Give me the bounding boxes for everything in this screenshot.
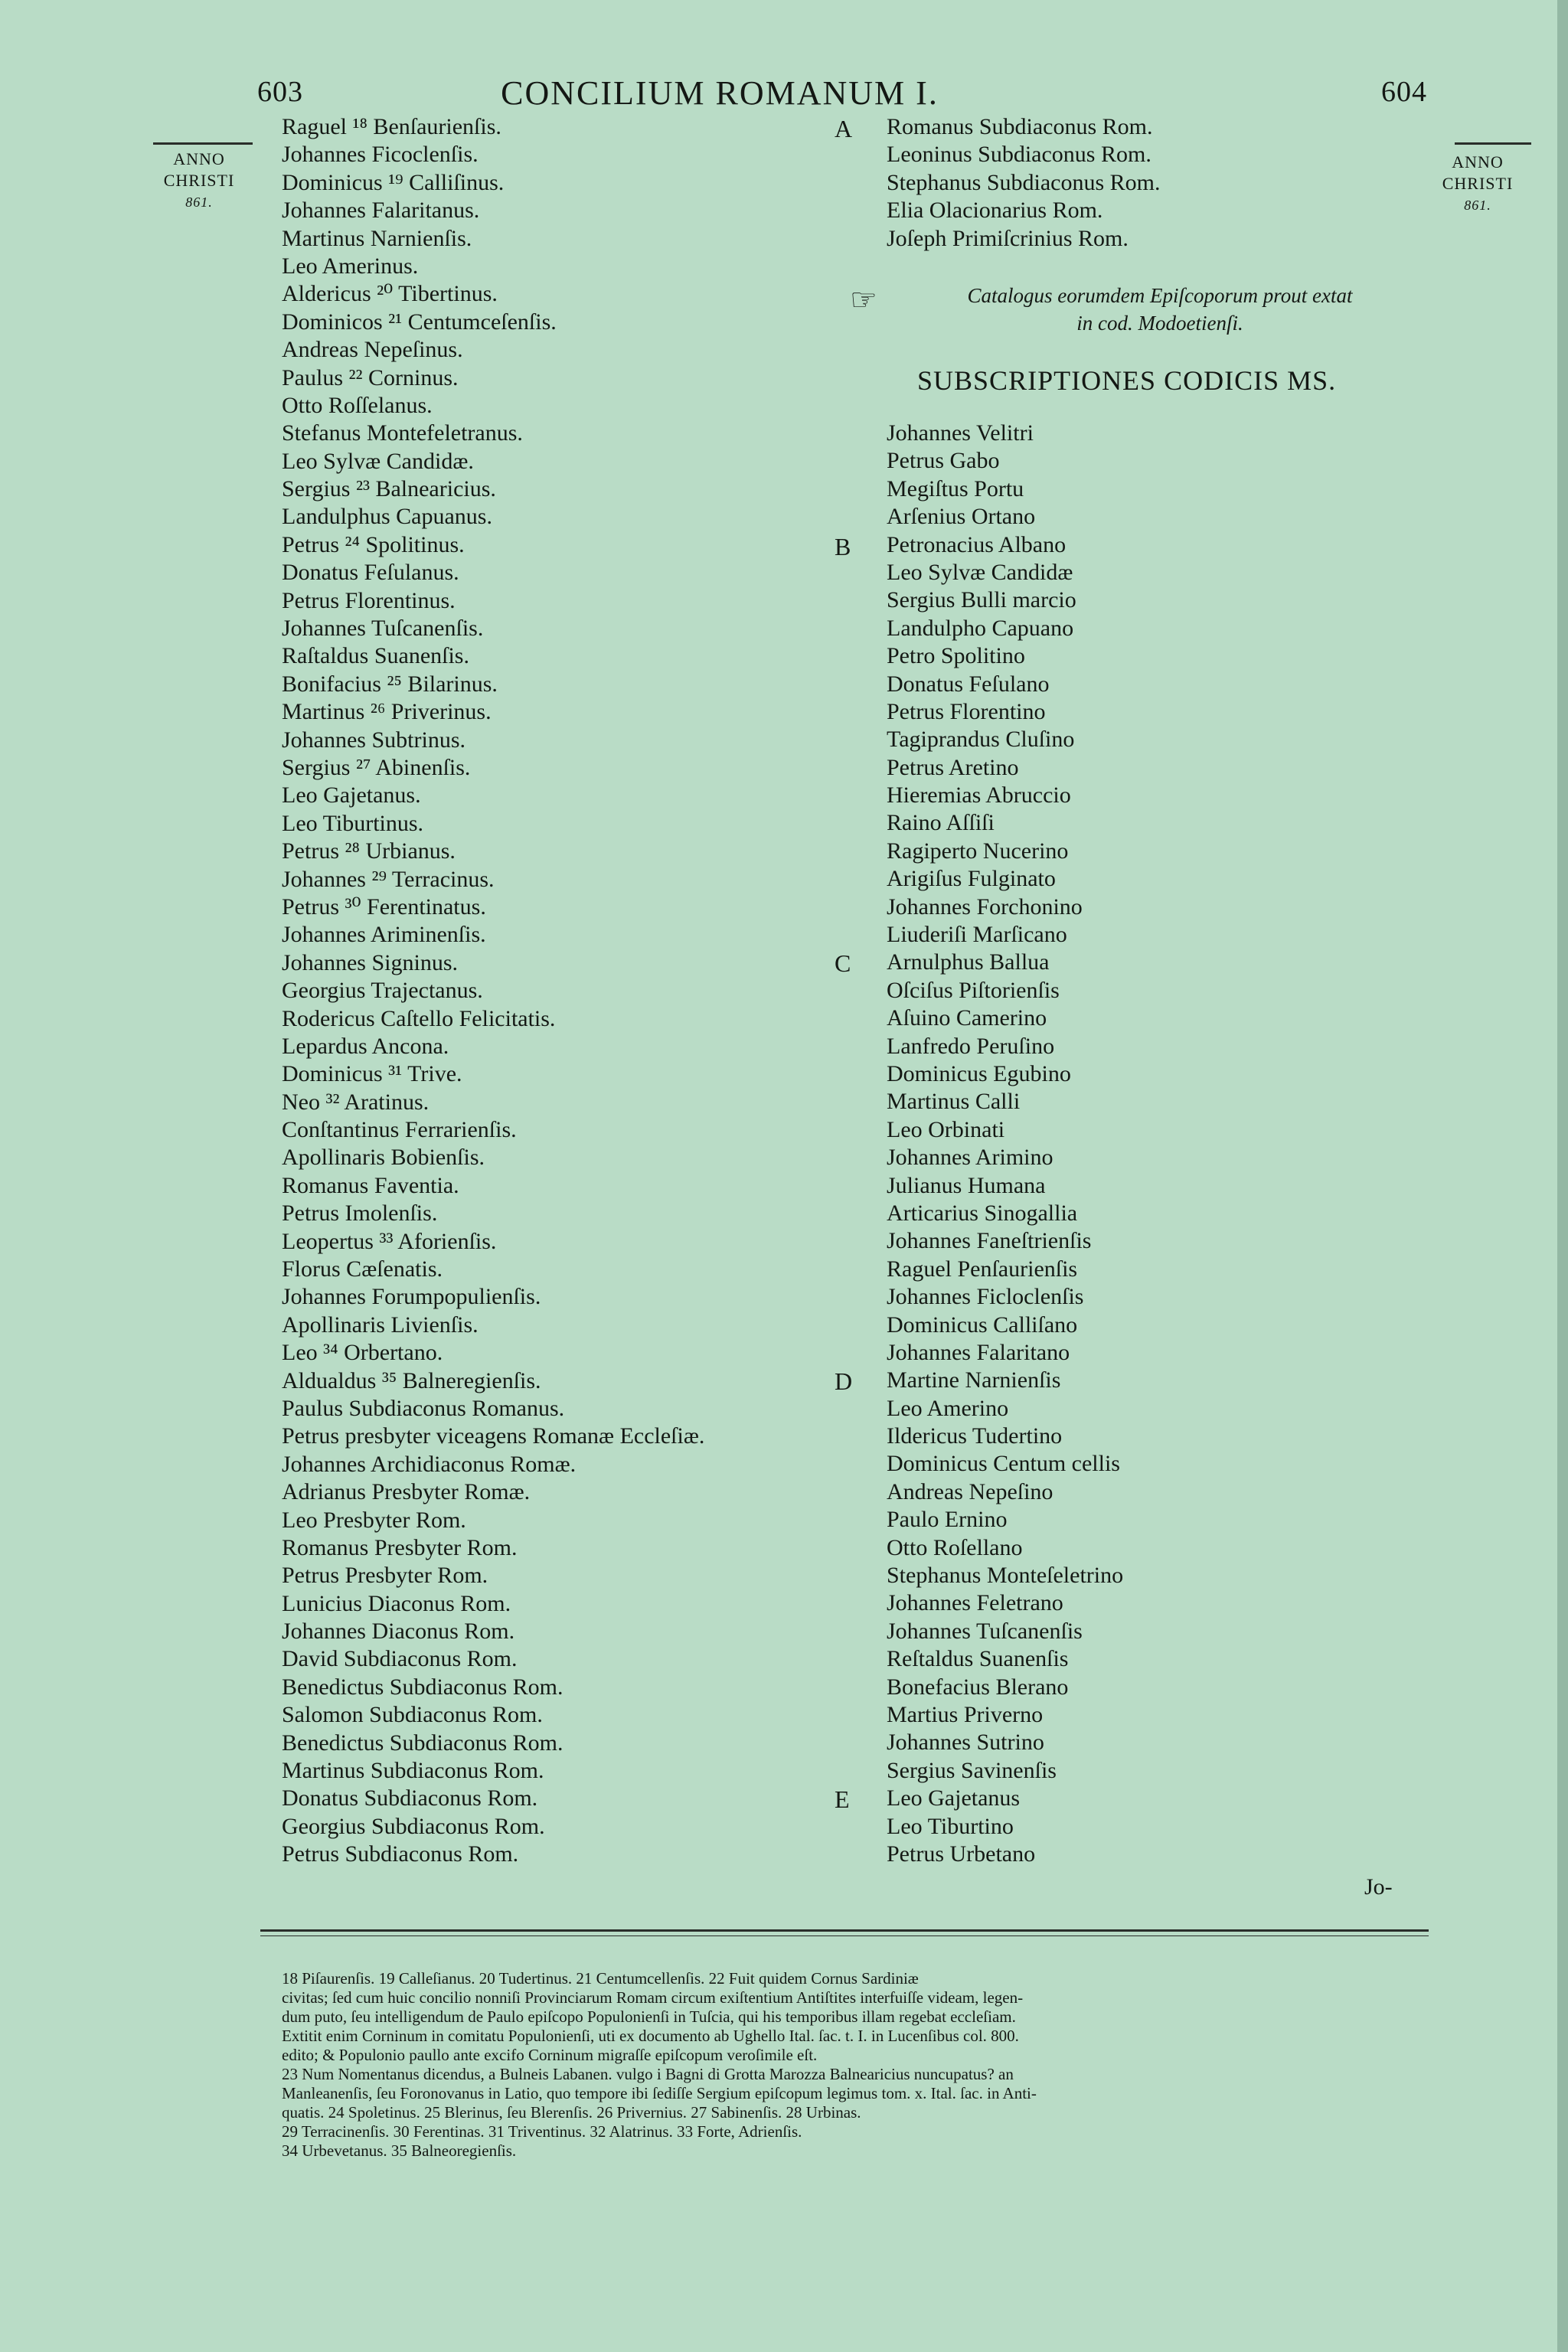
bishop-entry: Dominicos ²¹ Centumceſenſis. <box>282 309 557 335</box>
subscription-entry: Johannes Feletrano <box>887 1590 1063 1616</box>
year-label: 861. <box>185 194 213 210</box>
subscription-entry: Johannes Ficloclenſis <box>887 1284 1084 1310</box>
bishop-entry: Salomon Subdiaconus Rom. <box>282 1702 543 1728</box>
subscription-entry: Petronacius Albano <box>887 531 1067 557</box>
subscription-entry: Dominicus Egubino <box>887 1060 1071 1086</box>
bishop-entry: Petrus presbyter viceagens Romanæ Eccleſiæ. <box>282 1423 705 1449</box>
subscription-entry: Arigiſus Fulginato <box>887 866 1056 892</box>
bishop-entry: Martinus Narnienſis. <box>282 225 472 251</box>
bishop-entry: Benedictus Subdiaconus Rom. <box>282 1730 564 1756</box>
page-title: CONCILIUM ROMANUM I. <box>501 74 939 112</box>
bishop-entry: Apollinaris Bobienſis. <box>282 1145 485 1171</box>
bishop-entry: Johannes Subtrinus. <box>282 727 466 753</box>
bishop-entry: Lepardus Ancona. <box>282 1033 449 1059</box>
anno-label: ANNO <box>1452 152 1504 172</box>
subscription-entry: Raino Aſſiſi <box>887 810 995 836</box>
subscription-entry: Leo Gajetanus <box>887 1785 1021 1811</box>
footnote-rule-top <box>260 1929 1429 1932</box>
bishop-entry: Johannes Falaritanus. <box>282 198 480 224</box>
christi-label: CHRISTI <box>1442 174 1514 193</box>
bishop-entry: Petrus Imolenſis. <box>282 1200 438 1227</box>
bishop-entry: Raguel ¹⁸ Benſaurienſis. <box>282 114 501 139</box>
subscription-entry: Aſuino Camerino <box>887 1005 1047 1031</box>
bishop-entry: Petrus ³⁰ Ferentinatus. <box>282 893 486 920</box>
subscription-entry: Paulo Ernino <box>887 1507 1008 1533</box>
footnotes <box>282 1969 1430 2161</box>
footnote-line: Manleanenſis, ſeu Foronovanus in Latio, quo tempore ibi ſediſſe Sergium epiſcopum legimus tom. x. Ital. ſac. in Anti- <box>282 2084 1037 2102</box>
bishop-entry: Leoninus Subdiaconus Rom. <box>887 142 1152 168</box>
footnote-line: Extitit enim Corninum in comitatu Populonienſi, uti ex documento ab Ughello Ital. ſac. t. I. in Lucenſibus col. 800. <box>282 2027 1019 2045</box>
subscription-entry: Petrus Aretino <box>887 754 1019 780</box>
right-bishop-list <box>887 113 1161 253</box>
subscription-entry: Dominicus Calliſano <box>887 1312 1078 1338</box>
bishop-entry: Neo ³² Aratinus. <box>282 1089 430 1115</box>
bishop-entry: David Subdiaconus Rom. <box>282 1646 518 1672</box>
catalog-note-line1: Catalogus eorumdem Epiſcoporum prout extat <box>967 284 1353 307</box>
bishop-entry: Adrianus Presbyter Romæ. <box>282 1479 531 1505</box>
christi-label: CHRISTI <box>163 171 235 190</box>
bishop-entry: Leo Gajetanus. <box>282 782 421 808</box>
bishop-entry: Paulus ²² Corninus. <box>282 364 459 390</box>
bishop-entry: Petrus Subdiaconus Rom. <box>282 1841 519 1867</box>
bishop-entry: Johannes Diaconus Rom. <box>282 1619 515 1645</box>
bishop-entry: Johannes Archidiaconus Romæ. <box>282 1451 577 1477</box>
catalog-note-line2: in cod. Modoetienſi. <box>1076 312 1243 335</box>
bishop-entry: Sergius ²³ Balnearicius. <box>282 476 496 502</box>
year-label: 861. <box>1464 198 1491 213</box>
footnote-line: quatis. 24 Spoletinus. 25 Blerinus, ſeu Blerenſis. 26 Privernius. 27 Sabinenſis. 28 Urbinas. <box>282 2103 861 2122</box>
right-margin-date <box>1435 152 1521 216</box>
bishop-entry: Sergius ²⁷ Abinenſis. <box>282 754 471 780</box>
subscription-entry: Johannes Faneſtrienſis <box>887 1228 1092 1254</box>
section-letter-a: A <box>835 115 853 142</box>
bishop-entry: Petrus Presbyter Rom. <box>282 1563 488 1589</box>
subscription-entry: Martius Priverno <box>887 1701 1044 1727</box>
section-letter-d: D <box>835 1367 853 1395</box>
subscription-entry: Donatus Feſulano <box>887 671 1050 697</box>
bishop-entry: Dominicus ³¹ Trive. <box>282 1061 462 1087</box>
left-margin-date <box>162 149 236 213</box>
bishop-entry: Raſtaldus Suanenſis. <box>282 643 469 669</box>
bishop-entry: Johannes Tuſcanenſis. <box>282 616 484 642</box>
subscription-entry: Petrus Gabo <box>887 448 1000 474</box>
bishop-entry: Landulphus Capuanus. <box>282 504 492 530</box>
bishop-entry: Johannes ²⁹ Terracinus. <box>282 866 495 892</box>
subscription-entry: Bonefacius Blerano <box>887 1674 1069 1700</box>
bishop-entry: Joſeph Primiſcrinius Rom. <box>887 225 1129 251</box>
subscription-entry: Articarius Sinogallia <box>887 1200 1078 1226</box>
bishop-entry: Martinus Subdiaconus Rom. <box>282 1758 544 1784</box>
bishop-entry: Otto Roſſelanus. <box>282 392 433 418</box>
subscription-entry: Petrus Florentino <box>887 698 1046 724</box>
subscription-entry: Leo Sylvæ Candidæ <box>887 559 1073 585</box>
bishop-entry: Johannes Forumpopulienſis. <box>282 1284 541 1310</box>
bishop-entry: Leo Tiburtinus. <box>282 810 424 836</box>
bishop-entry: Leo Presbyter Rom. <box>282 1507 466 1533</box>
bishop-entry: Andreas Nepeſinus. <box>282 337 463 363</box>
subscriptions-heading: SUBSCRIPTIONES CODICIS MS. <box>917 365 1337 396</box>
bishop-entry: Elia Olacionarius Rom. <box>887 198 1103 224</box>
catchword: Jo- <box>1364 1874 1393 1900</box>
bishop-entry: Bonifacius ²⁵ Bilarinus. <box>282 671 498 697</box>
page-edge <box>1557 0 1568 2352</box>
anno-label: ANNO <box>173 149 225 168</box>
right-margin-rule <box>1455 142 1531 145</box>
bishop-entry: Petrus ²⁸ Urbianus. <box>282 838 456 864</box>
right-page-number: 604 <box>1381 76 1427 108</box>
bishop-entry: Donatus Subdiaconus Rom. <box>282 1785 538 1811</box>
footnote-line: dum puto, ſeu intelligendum de Paulo epiſcopo Populonienſi in Tuſcia, qui his temporibus illam regebat eccleſiam. <box>282 2007 1016 2026</box>
subscription-entry: Sergius Bulli marcio <box>887 587 1076 613</box>
subscriptions-list <box>887 420 1123 1868</box>
subscription-entry: Hieremias Abruccio <box>887 782 1071 808</box>
subscription-entry: Petrus Urbetano <box>887 1841 1036 1867</box>
subscription-entry: Martinus Calli <box>887 1089 1021 1115</box>
subscription-entry: Otto Roſellano <box>887 1534 1023 1560</box>
bishop-entry: Leo Sylvæ Candidæ. <box>282 448 474 474</box>
footnote-line: 23 Num Nomentanus dicendus, a Bulneis Labanen. vulgo i Bagni di Grotta Marozza Balnearicius nuncupatus? an <box>282 2065 1014 2083</box>
bishop-entry: Romanus Subdiaconus Rom. <box>887 114 1153 139</box>
subscription-entry: Johannes Forchonino <box>887 893 1083 920</box>
bishop-entry: Stefanus Montefeletranus. <box>282 420 523 446</box>
subscription-entry: Martine Narnienſis <box>887 1367 1061 1393</box>
bishop-entry: Romanus Faventia. <box>282 1172 459 1198</box>
subscription-entry: Petro Spolitino <box>887 643 1025 669</box>
subscription-entry: Landulpho Capuano <box>887 615 1074 641</box>
bishop-entry: Apollinaris Livienſis. <box>282 1312 479 1338</box>
bishop-entry: Leo ³⁴ Orbertano. <box>282 1340 443 1366</box>
bishop-entry: Florus Cæſenatis. <box>282 1256 443 1282</box>
subscription-entry: Johannes Arimino <box>887 1145 1054 1171</box>
subscription-entry: Stephanus Monteſeletrino <box>887 1563 1124 1589</box>
section-letter-c: C <box>835 949 851 977</box>
subscription-entry: Johannes Falaritano <box>887 1339 1070 1365</box>
section-letter-b: B <box>835 533 851 560</box>
bishop-entry: Johannes Signinus. <box>282 949 459 975</box>
bishop-entry: Leopertus ³³ Aforienſis. <box>282 1228 497 1254</box>
footnote-line: edito; & Populonio paullo ante excifo Corninum migraſſe epiſcopum veroſimile eſt. <box>282 2046 818 2064</box>
footnote-line: 29 Terracinenſis. 30 Ferentinas. 31 Triventinus. 32 Alatrinus. 33 Forte, Adrienſis. <box>282 2122 802 2141</box>
left-page-number: 603 <box>257 76 303 108</box>
subscription-entry: Raguel Penſaurienſis <box>887 1256 1078 1282</box>
bishop-entry: Petrus Florentinus. <box>282 587 456 613</box>
bishop-entry: Dominicus ¹⁹ Calliſinus. <box>282 169 505 195</box>
bishop-entry: Stephanus Subdiaconus Rom. <box>887 169 1161 195</box>
subscription-entry: Johannes Sutrino <box>887 1730 1044 1756</box>
subscription-entry: Sergius Savinenſis <box>887 1757 1057 1783</box>
subscription-entry: Leo Orbinati <box>887 1116 1005 1142</box>
subscription-entry: Oſciſus Piſtorienſis <box>887 977 1060 1003</box>
left-margin-rule <box>153 142 253 145</box>
bishop-entry: Donatus Feſulanus. <box>282 560 459 586</box>
bishop-entry: Martinus ²⁶ Priverinus. <box>282 699 492 725</box>
subscription-entry: Dominicus Centum cellis <box>887 1451 1120 1477</box>
subscription-entry: Ildericus Tudertino <box>887 1423 1063 1449</box>
footnote-line: 34 Urbevetanus. 35 Balneoregienſis. <box>282 2141 517 2160</box>
pointing-hand-icon: ☞ <box>850 283 877 317</box>
bishop-entry: Lunicius Diaconus Rom. <box>282 1590 511 1616</box>
catalog-note <box>850 282 1439 337</box>
subscription-entry: Reſtaldus Suanenſis <box>887 1646 1069 1672</box>
section-letter-e: E <box>835 1785 850 1813</box>
bishop-entry: Johannes Ficoclenſis. <box>282 142 479 168</box>
bishop-entry: Georgius Subdiaconus Rom. <box>282 1813 545 1839</box>
bishop-entry: Rodericus Caſtello Felicitatis. <box>282 1005 556 1031</box>
subscription-entry: Julianus Humana <box>887 1172 1046 1198</box>
subscription-entry: Ragiperto Nucerino <box>887 838 1069 864</box>
subscription-entry: Tagiprandus Cluſino <box>887 727 1075 753</box>
bishop-entry: Paulus Subdiaconus Romanus. <box>282 1395 565 1421</box>
subscription-entry: Arnulphus Ballua <box>887 949 1050 975</box>
bishop-entry: Aldericus ²⁰ Tibertinus. <box>282 281 498 307</box>
footnote-line: civitas; ſed cum huic concilio nonniſi Provinciarum Romam circum exiſtentium Antiſtites interfuiſſe videam, legen- <box>282 1988 1024 2007</box>
subscription-entry: Johannes Velitri <box>887 420 1034 446</box>
footnote-line: 18 Piſaurenſis. 19 Calleſianus. 20 Tudertinus. 21 Centumcellenſis. 22 Fuit quidem Cornus Sardiniæ <box>282 1969 919 1988</box>
bishop-entry: Leo Amerinus. <box>282 253 419 279</box>
bishop-entry: Benedictus Subdiaconus Rom. <box>282 1674 564 1700</box>
subscription-entry: Arſenius Ortano <box>887 504 1036 530</box>
subscription-entry: Megiſtus Portu <box>887 475 1024 501</box>
subscription-entry: Liuderiſi Marſicano <box>887 922 1067 948</box>
bishop-entry: Conſtantinus Ferrarienſis. <box>282 1117 517 1143</box>
subscription-entry: Leo Tiburtino <box>887 1813 1014 1839</box>
bishop-entry: Georgius Trajectanus. <box>282 978 483 1004</box>
subscription-entry: Lanfredo Peruſino <box>887 1033 1055 1059</box>
subscription-entry: Johannes Tuſcanenſis <box>887 1618 1083 1644</box>
subscription-entry: Leo Amerino <box>887 1395 1009 1421</box>
bishop-entry: Petrus ²⁴ Spolitinus. <box>282 531 465 557</box>
bishop-entry: Johannes Ariminenſis. <box>282 922 486 948</box>
left-bishop-list <box>282 113 704 1869</box>
subscription-entry: Andreas Nepeſino <box>887 1478 1054 1504</box>
bishop-entry: Aldualdus ³⁵ Balneregienſis. <box>282 1367 541 1393</box>
bishop-entry: Romanus Presbyter Rom. <box>282 1534 518 1560</box>
